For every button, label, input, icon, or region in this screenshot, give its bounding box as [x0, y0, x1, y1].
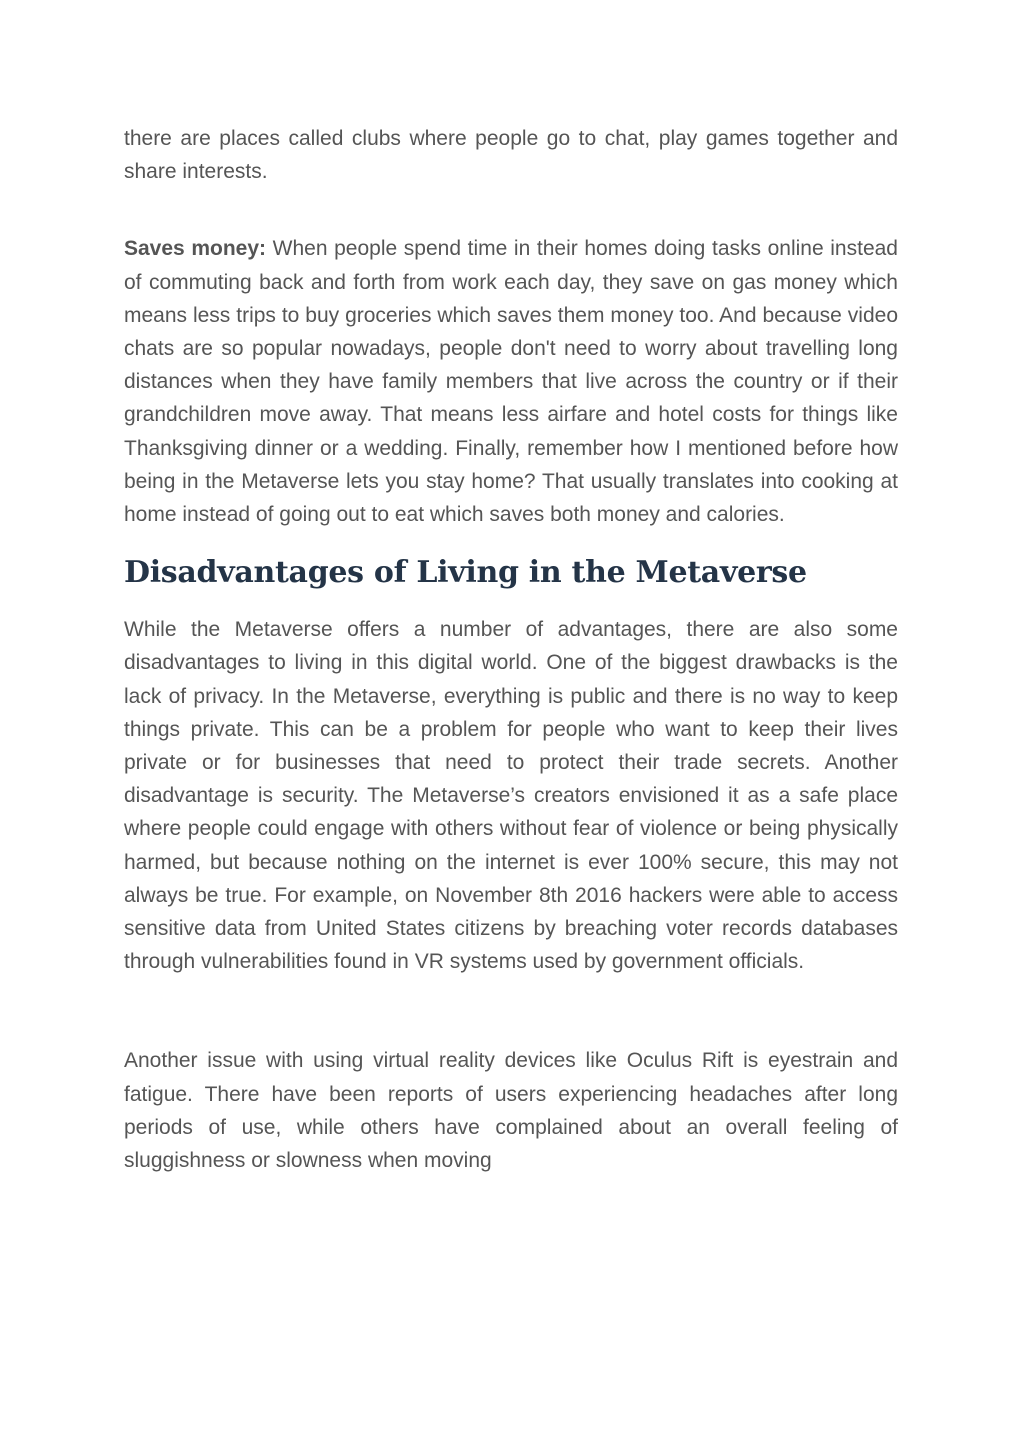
saves-money-text: When people spend time in their homes doing tasks online instead of commuting back and forth from work each day, they save on gas money which means less trips to buy groceries which saves them money too. And because video chats are so popular nowadays, people don't need to worry about travelling long distances when they have family members that live across the country or if their grandchildren move away. That means less airfare and hotel costs for things like Thanksgiving dinner or a wedding. Finally, remember how I mentioned before how being in the Metaverse lets you stay home? That usually translates into cooking at home instead of going out to eat which saves both money and calories.	[124, 237, 898, 527]
saves-money-label: Saves money:	[124, 237, 267, 261]
paragraph-disadvantages: While the Metaverse offers a number of advantages, there are also some disadvantages to living in this digital world. One of the biggest drawbacks is the lack of privacy. In the Metaverse, everything is public and there is no way to keep things private. This can be a problem for people who want to keep their lives private or for businesses that need to protect their trade secrets. Another disadvantage is security. The Metaverse’s creators envisioned it as a safe place where people could engage with others without fear of violence or being physically harmed, but because nothing on the internet is ever 100% secure, this may not always be true. For example, on November 8th 2016 hackers were able to access sensitive data from United States citizens by breaching voter records databases through vulnerabilities found in VR systems used by government officials.	[124, 618, 898, 974]
paragraph-eyestrain: Another issue with using virtual reality devices like Oculus Rift is eyestrain and fatigue. There have been reports of users experiencing headaches after long periods of use, while others have complained about an overall feeling of sluggishness or slowness when moving	[124, 1049, 898, 1173]
paragraph-intro: there are places called clubs where people go to chat, play games together and share interests.	[124, 127, 898, 184]
document-page	[124, 122, 898, 1177]
paragraph-saves-money	[124, 232, 898, 531]
section-heading-disadvantages: Disadvantages of Living in the Metaverse	[124, 555, 807, 591]
